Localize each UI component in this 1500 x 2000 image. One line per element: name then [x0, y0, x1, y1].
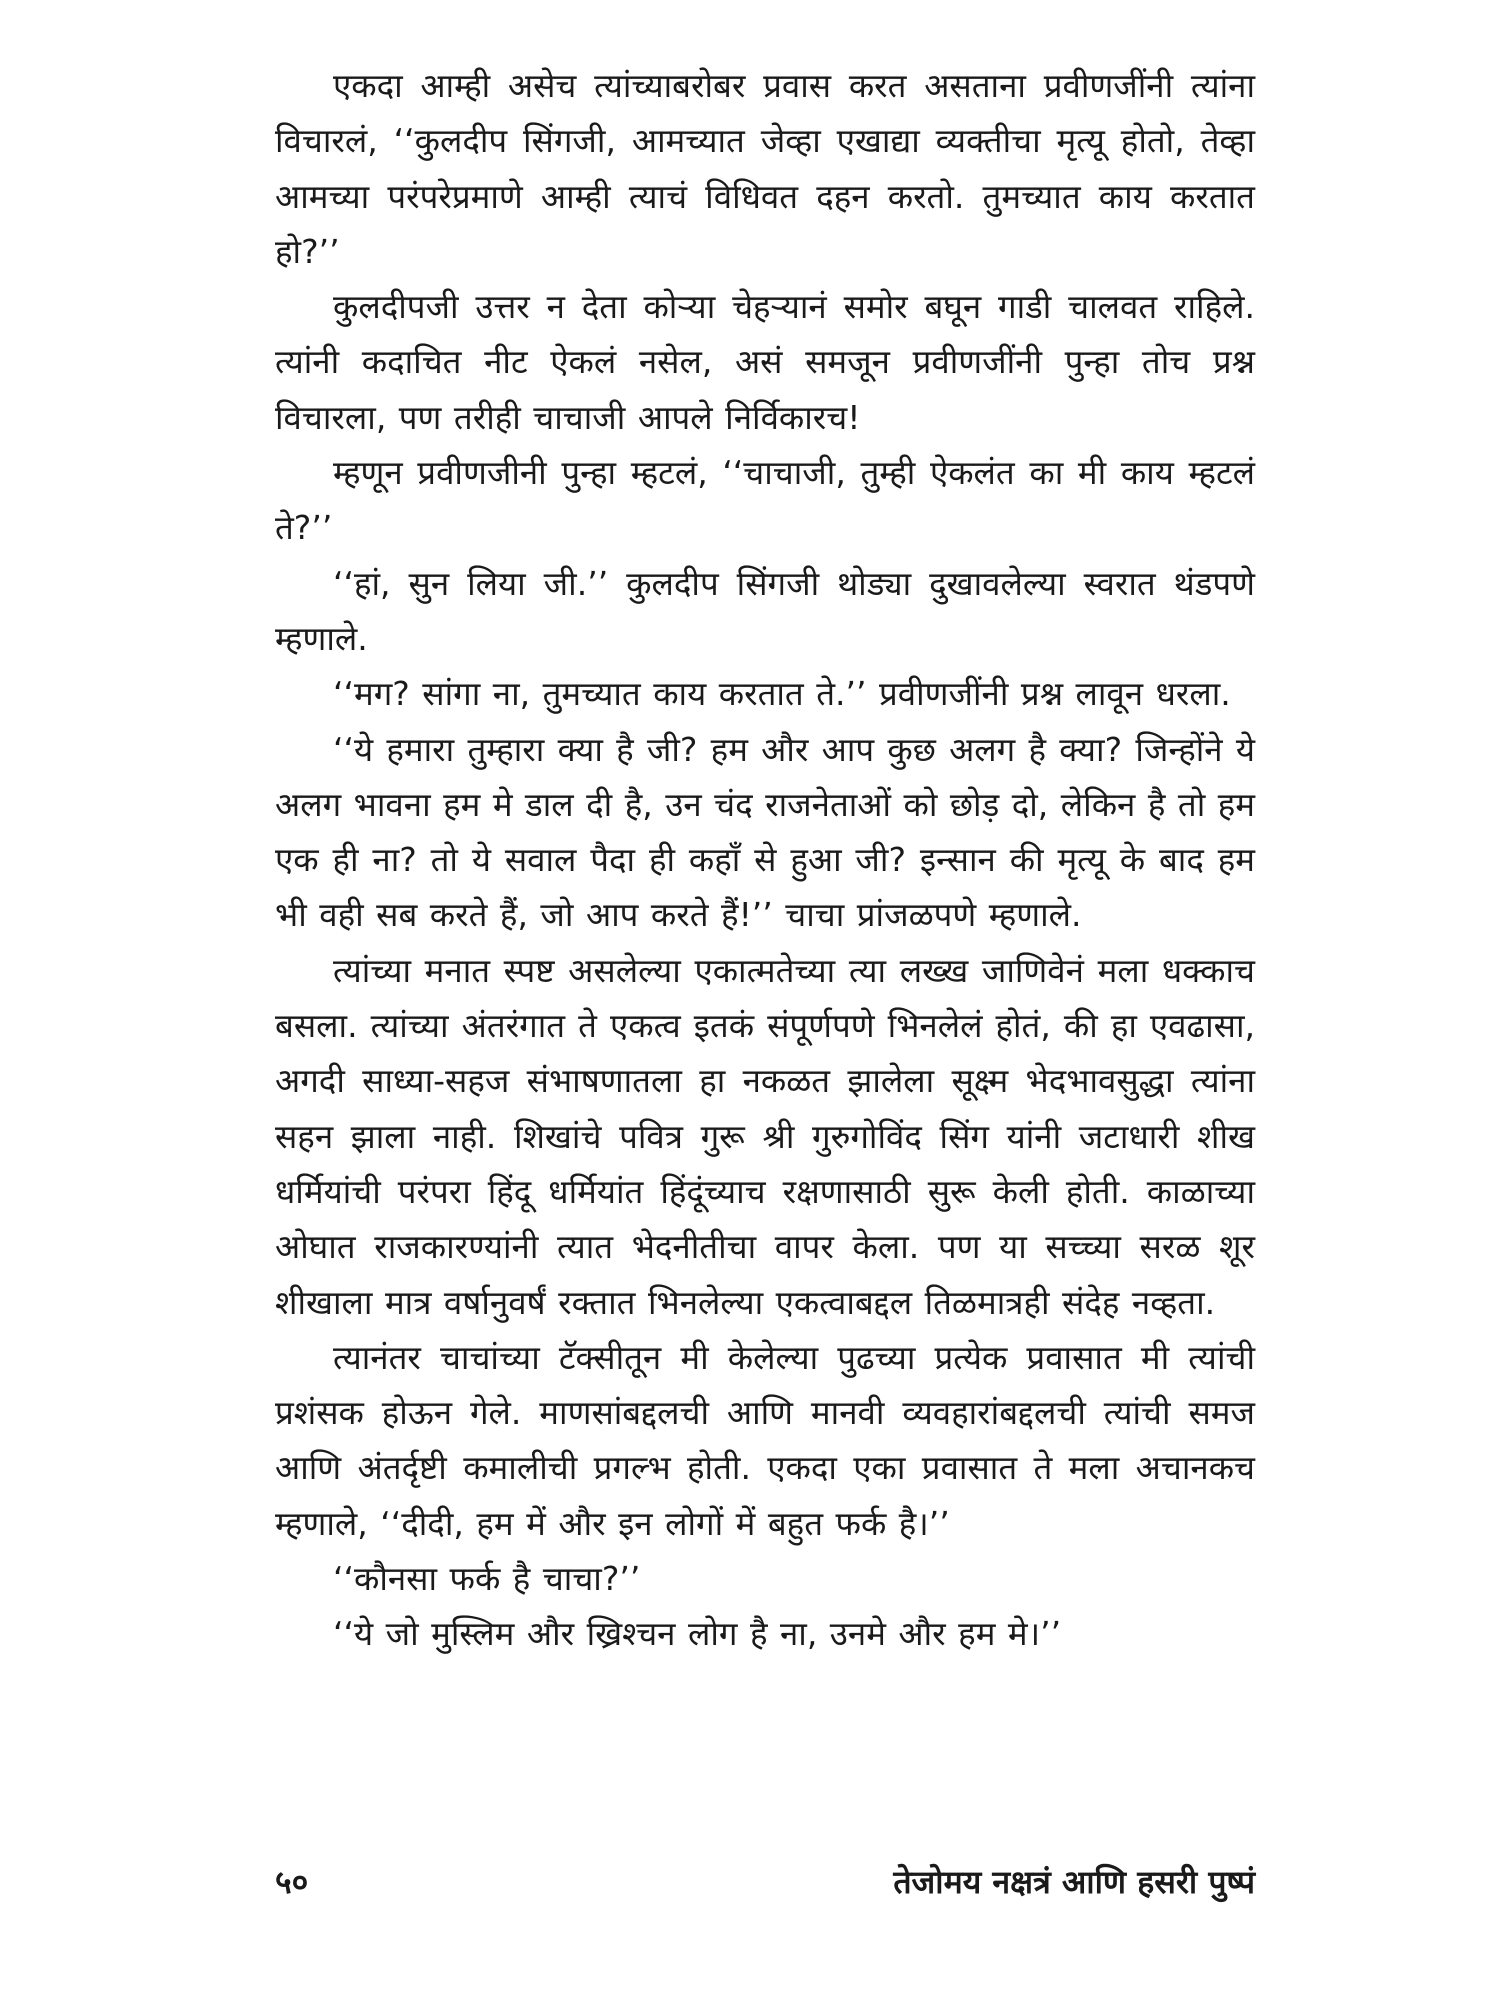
paragraph-7: त्यांच्या मनात स्पष्ट असलेल्या एकात्मतेच्या त्या लख्ख जाणिवेनं मला धक्काच बसला. त्यांच्या अंतरंगात ते एकत्व इतकं संपूर्णपणे भिनलेलं होतं, की हा एवढासा, अगदी साध्या-सहज संभाषणातला हा नकळत झालेला सूक्ष्म भेदभावसुद्धा त्यांना सहन झाला नाही. शिखांचे पवित्र गुरू श्री गुरुगोविंद सिंग यांनी जटाधारी शीख धर्मियांची परंपरा हिंदू धर्मियांत हिंदूंच्याच रक्षणासाठी सुरू केली होती. काळाच्या ओघात राजकारण्यांनी त्यात भेदनीतीचा वापर केला. पण या सच्च्या सरळ शूर शीखाला मात्र वर्षानुवर्षं रक्तात भिनलेल्या एकत्वाबद्दल तिळमात्रही संदेह नव्हता.	[275, 950, 1255, 1322]
paragraph-10: ‘‘ये जो मुस्लिम और ख्रिश्चन लोग है ना, उनमे और हम मे।’’	[333, 1614, 1062, 1654]
paragraph-3: म्हणून प्रवीणजीनी पुन्हा म्हटलं, ‘‘चाचाजी, तुम्ही ऐकलंत का मी काय म्हटलं ते?’’	[275, 453, 1255, 548]
paragraph-6: ‘‘ये हमारा तुम्हारा क्या है जी? हम और आप कुछ अलग है क्या? जिन्होंने ये अलग भावना हम मे डाल दी है, उन चंद राजनेताओं को छोड़ दो, लेकिन है तो हम एक ही ना? तो ये सवाल पैदा ही कहाँ से हुआ जी? इन्सान की मृत्यू के बाद हम भी वही सब करते हैं, जो आप करते हैं!’’ चाचा प्रांजळपणे म्हणाले.	[275, 729, 1255, 935]
paragraph-5: ‘‘मग? सांगा ना, तुमच्यात काय करतात ते.’’ प्रवीणजींनी प्रश्न लावून धरला.	[333, 674, 1231, 714]
paragraph-8: त्यानंतर चाचांच्या टॅक्सीतून मी केलेल्या पुढच्या प्रत्येक प्रवासात मी त्यांची प्रशंसक होऊन गेले. माणसांबद्दलची आणि मानवी व्यवहारांबद्दलची त्यांची समज आणि अंतर्दृष्टी कमालीची प्रगल्भ होती. एकदा एका प्रवासात ते मला अचानकच म्हणाले, ‘‘दीदी, हम में और इन लोगों में बहुत फर्क है।’’	[275, 1337, 1255, 1543]
paragraph-2: कुलदीपजी उत्तर न देता कोऱ्या चेहऱ्यानं समोर बघून गाडी चालवत राहिले. त्यांनी कदाचित नीट ऐकलं नसेल, असं समजून प्रवीणजींनी पुन्हा तोच प्रश्न विचारला, पण तरीही चाचाजी आपले निर्विकारच!	[275, 287, 1255, 437]
page-number: ५०	[275, 1863, 309, 1901]
body-text	[275, 58, 1255, 1662]
running-title: तेजोमय नक्षत्रं आणि हसरी पुष्पं	[893, 1863, 1255, 1901]
paragraph-9: ‘‘कौनसा फर्क है चाचा?’’	[333, 1559, 641, 1599]
paragraph-1: एकदा आम्ही असेच त्यांच्याबरोबर प्रवास करत असताना प्रवीणजींनी त्यांना विचारलं, ‘‘कुलदीप सिंगजी, आमच्यात जेव्हा एखाद्या व्यक्तीचा मृत्यू होतो, तेव्हा आमच्या परंपरेप्रमाणे आम्ही त्याचं विधिवत दहन करतो. तुमच्यात काय करतात हो?’’	[275, 66, 1255, 271]
page-footer	[275, 1860, 1255, 1910]
paragraph-4: ‘‘हां, सुन लिया जी.’’ कुलदीप सिंगजी थोड्या दुखावलेल्या स्वरात थंडपणे म्हणाले.	[275, 563, 1255, 658]
